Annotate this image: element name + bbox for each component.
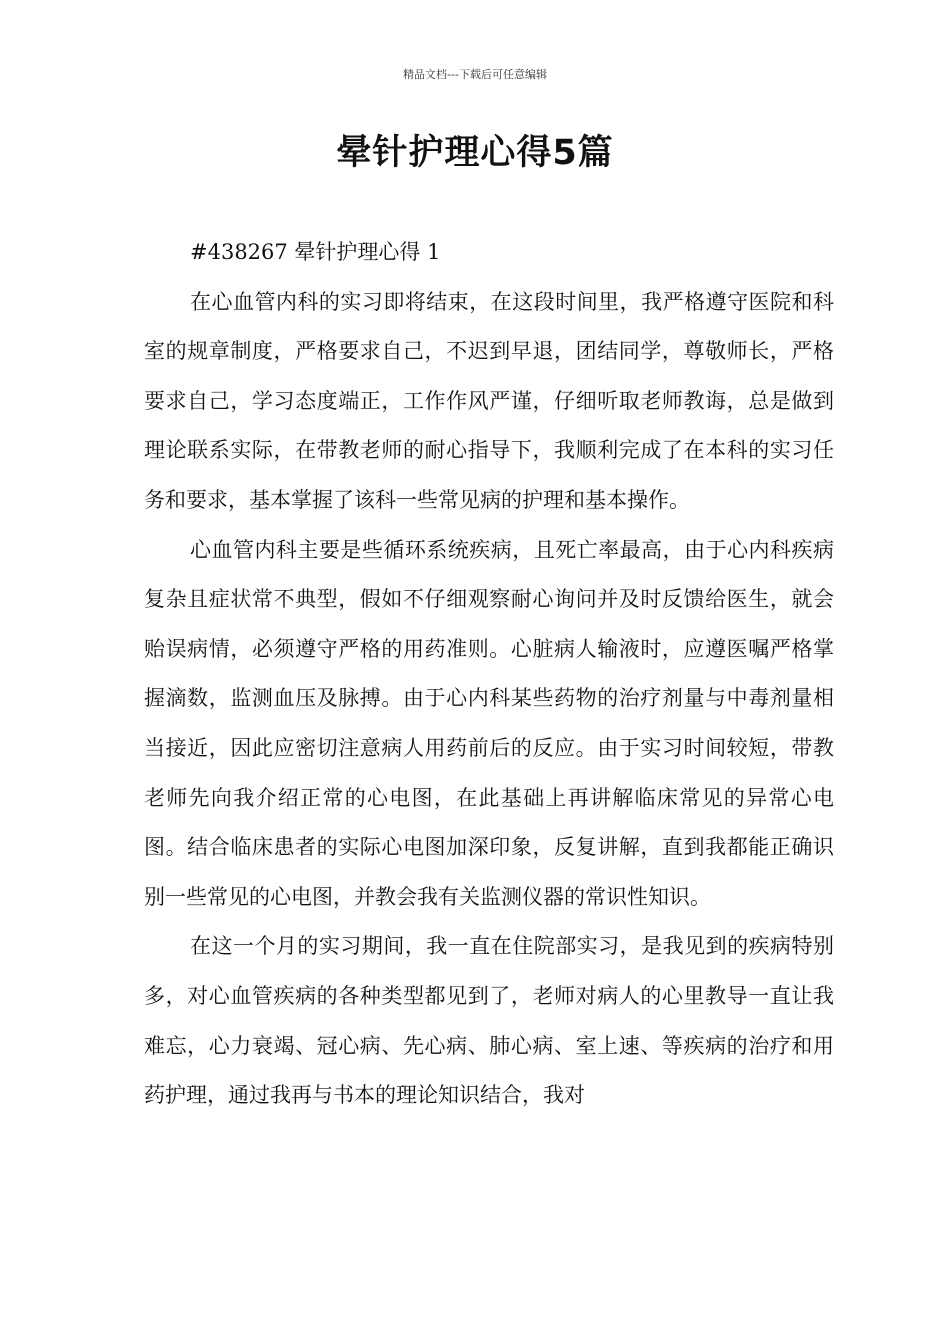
section-heading: #438267 晕针护理心得 1 bbox=[190, 240, 441, 264]
paragraph-2: 心血管内科主要是些循环系统疾病，且死亡率最高，由于心内科疾病复杂且症状常不典型，假如不仔细观察耐心询问并及时反馈给医生，就会贻误病情，必须遵守严格的用药准则。心脏病人输液时，应遵医嘱严格掌握滴数，监测血压及脉搏。由于心内科某些药物的治疗剂量与中毒剂量相当接近，因此应密切注意病人用药前后的反应。由于实习时间较短，带教老师先向我介绍正常的心电图，在此基础上再讲解临床常见的异常心电图。结合临床患者的实际心电图加深印象，反复讲解，直到我都能正确识别一些常见的心电图，并教会我有关监测仪器的常识性知识。 bbox=[144, 537, 834, 909]
paragraph-1: 在心血管内科的实习即将结束，在这段时间里，我严格遵守医院和科室的规章制度，严格要求自己，不迟到早退，团结同学，尊敬师长，严格要求自己，学习态度端正，工作作风严谨，仔细听取老师教诲，总是做到理论联系实际，在带教老师的耐心指导下，我顺利完成了在本科的实习任务和要求，基本掌握了该科一些常见病的护理和基本操作。 bbox=[144, 289, 834, 512]
header-note: 精品文档---下载后可任意编辑 bbox=[403, 68, 547, 81]
document-title: 晕针护理心得5篇 bbox=[336, 133, 614, 173]
document-body bbox=[144, 228, 834, 1121]
paragraph-3: 在这一个月的实习期间，我一直在住院部实习，是我见到的疾病特别多，对心血管疾病的各种类型都见到了，老师对病人的心里教导一直让我难忘，心力衰竭、冠心病、先心病、肺心病、室上速、等疾病的治疗和用药护理，通过我再与书本的理论知识结合，我对 bbox=[144, 934, 834, 1108]
